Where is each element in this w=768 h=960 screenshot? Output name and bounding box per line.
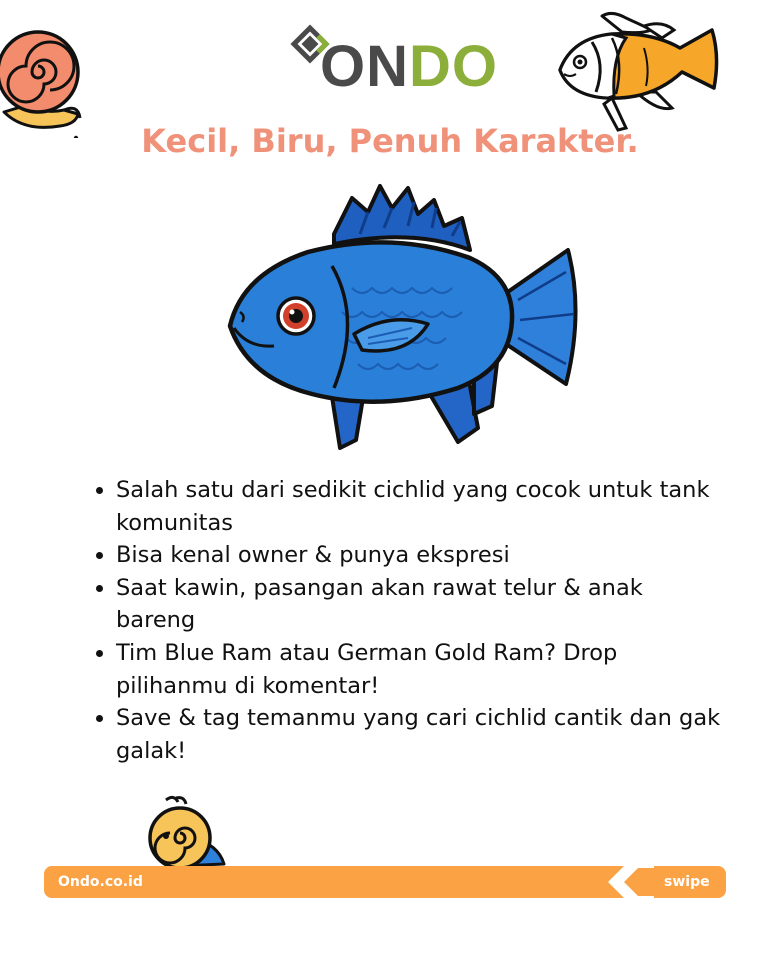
list-item: • Saat kawin, pasangan akan rawat telur & anak bareng	[116, 572, 728, 637]
brand-name-part2: DO	[409, 34, 498, 99]
footer-site-link[interactable]: Ondo.co.id	[58, 874, 143, 890]
feature-list	[82, 474, 728, 767]
blue-ram-cichlid-icon	[222, 178, 584, 460]
brand-name	[320, 32, 498, 102]
ondo-logo	[286, 18, 498, 100]
headline: Kecil, Biru, Penuh Karakter.	[141, 122, 639, 160]
small-snail-icon	[140, 794, 232, 870]
list-item: • Save & tag temanmu yang cari cichlid cantik dan gak galak!	[116, 702, 728, 767]
list-item: • Salah satu dari sedikit cichlid yang cocok untuk tank komunitas	[116, 474, 728, 539]
list-item: • Tim Blue Ram atau German Gold Ram? Drop pilihanmu di komentar!	[116, 637, 728, 702]
brand-name-part1: ON	[320, 34, 409, 99]
swipe-arrow-icon	[604, 862, 654, 902]
list-item: • Bisa kenal owner & punya ekspresi	[116, 539, 728, 572]
swipe-button[interactable]: swipe	[664, 874, 710, 890]
